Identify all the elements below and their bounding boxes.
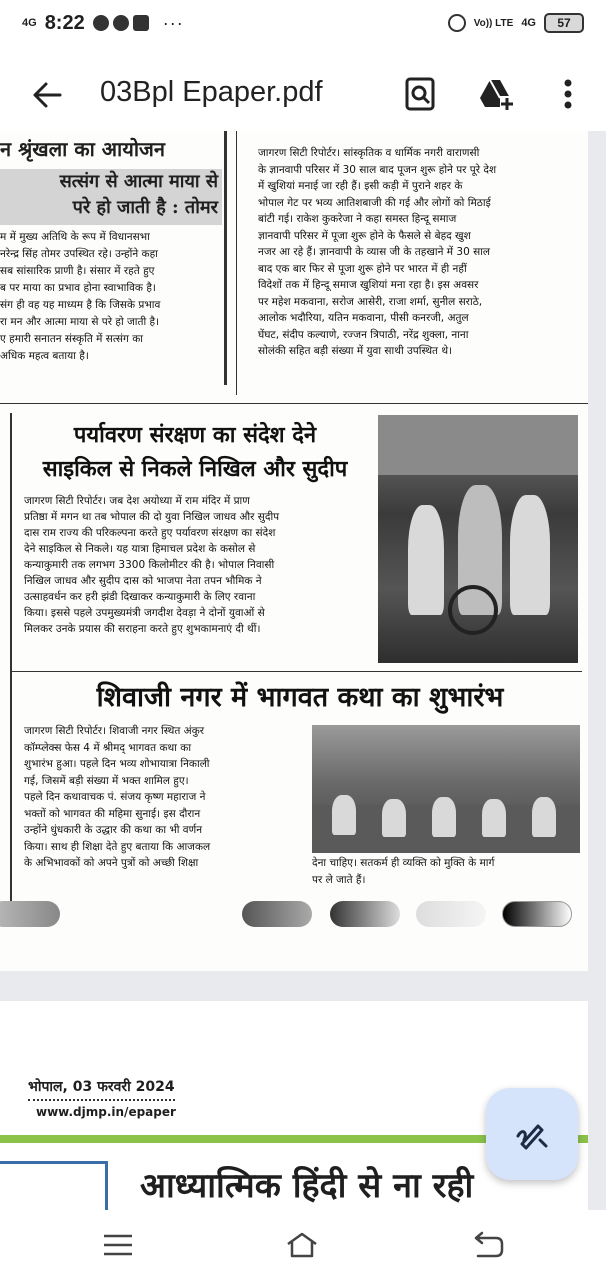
back-nav-icon[interactable]	[470, 1230, 506, 1260]
column-rule	[236, 131, 237, 395]
network-indicator: 4G	[22, 17, 37, 29]
partial-headline: आध्यात्मिक हिंदी से ना रही	[140, 1166, 474, 1206]
headline-cycling-2: साइकिल से निकले निखिल और सुदीप	[42, 456, 348, 482]
article-bhagwat-body: जागरण सिटी रिपोर्टर। शिवाजी नगर स्थित अंकुर कॉम्प्लेक्स फेस 4 में श्रीमद् भागवत कथा का शुभारंभ हुआ। पहले दिन भव्य शोभायात्रा निकाली गई, जिसमें बड़ी संख्या में भक्त शामिल हुए। पहले दिन कथावाचक पं. संजय कृष्ण महाराज ने भक्तों को भागवत की महिमा सुनाई। इस दौरान उन्होंने धुंधकारी के उद्धार की कथा का भी वर्णन किया। साथ ही शिक्षा देते हुए बताया कि आजकल के अभिभावकों को अपने पुत्रों को अच्छी शिक्षा	[24, 725, 211, 869]
battery-indicator: 57	[544, 13, 584, 33]
volte-indicator: Vo)) LTE	[473, 17, 514, 29]
app-bar	[0, 58, 606, 130]
back-arrow-icon[interactable]	[30, 78, 64, 112]
signal-indicator: 4G	[521, 17, 536, 29]
subheadline-line-1: सत्संग से आत्मा माया से	[59, 171, 218, 192]
find-in-page-icon[interactable]	[402, 76, 438, 112]
system-nav-bar	[0, 1210, 606, 1280]
drive-add-icon[interactable]	[478, 76, 514, 112]
column-rule	[10, 413, 12, 903]
status-bar	[0, 0, 606, 46]
more-vert-icon[interactable]	[550, 76, 586, 112]
article-cycling-body: जागरण सिटी रिपोर्टर। जब देश अयोध्या में राम मंदिर में प्राण प्रतिष्ठा में मगन था तब भोपाल की दो युवा निखिल जाधव और सुदीप दास राम राज्य की परिकल्पना करते हुए पर्यावरण संरक्षण का संदेश देने साइकिल से निकले। यह यात्रा हिमाचल प्रदेश के कसोल से कन्याकुमारी तक लगभग 3300 किलोमीटर की है। भोपाल निवासी निखिल जाधव और सुदीप दास को भाजपा नेता तपन भौमिक ने उत्साहवर्धन कर हरी झंडी दिखाकर कन्याकुमारी के लिए रवाना किया। इससे पहले उपमुख्यमंत्री जगदीश देवड़ा ने दोनों युवाओं से मिलकर उनके प्रयास की सराहना करते हुए शुभकामनाएं दी थीं।	[24, 495, 280, 635]
article-body: म में मुख्य अतिथि के रूप में विधानसभा नरेन्द्र सिंह तोमर उपस्थित रहे। उन्होंने कहा सब सांसारिक प्राणी है। संसार में रहते हुए ब पर माया का प्रभाव होना स्वाभाविक है। संग ही वह यह माध्यम है कि जिसके प्रभाव रा मन और आत्मा माया से परे हो जाती है। ए हमारी सनातन संस्कृति में सत्संग का अधिक महत्व बताया है।	[0, 231, 161, 362]
headline-partial: न श्रृंखला का आयोजन	[0, 137, 165, 161]
blue-box	[0, 1161, 108, 1210]
photo-bhagwat-katha	[312, 725, 580, 853]
website-url: www.djmp.in/epaper	[36, 1105, 176, 1119]
notification-icon	[93, 15, 109, 31]
edit-annotate-icon	[512, 1114, 552, 1154]
pdf-page-1[interactable]	[0, 131, 588, 971]
facebook-icon	[133, 15, 149, 31]
subheadline-line-2: परे हो जाती है : तोमर	[72, 197, 218, 218]
annotate-fab[interactable]	[486, 1088, 578, 1180]
section-divider	[12, 671, 582, 672]
dateline: भोपाल, 03 फरवरी 2024	[28, 1077, 175, 1101]
alarm-icon	[448, 14, 466, 32]
column-rule	[224, 131, 227, 385]
recent-apps-icon[interactable]	[100, 1230, 136, 1260]
article-bhagwat-body-cont: देना चाहिए। सतकर्म ही व्यक्ति को मुक्ति के मार्ग पर ले जाते हैं।	[312, 857, 495, 886]
whatsapp-icon	[113, 15, 129, 31]
photo-cyclists	[378, 415, 578, 663]
home-icon[interactable]	[284, 1230, 320, 1260]
article-satsang	[0, 131, 222, 385]
article-gyanvapi: जागरण सिटी रिपोर्टर। सांस्कृतिक व धार्मिक नगरी वाराणसी के ज्ञानवापी परिसर में 30 साल बाद पूजन शुरू होने पर पूरे देश में खुशियां मनाई जा रही हैं। इसी कड़ी में पुराने शहर के भोपाल गेट पर भव्य आतिशबाजी की गई और लोगों को मिठाई बांटी गई। राकेश कुकरेजा ने कहा समस्त हिन्दू समाज ज्ञानवापी परिसर में पूजा शुरू होने के फैसले से बेहद खुश नजर आ रहे हैं। ज्ञानवापी के व्यास जी के तहखाने में 30 साल बाद एक बार फिर से पूजा शुरू होने पर भारत में ही नहीं विदेशों तक में हिन्दू समाज खुशियां मना रहा है। इस अवसर पर महेश मकवाना, सरोज आसेरी, राजा शर्मा, सुनील सराठे, आलोक भदौरिया, यतिन मकवाना, पीसी कनरजी, अतुल घेंघट, संदीप कल्याणे, रज्जन त्रिपाठी, नरेंद्र शुक्ला, नाना सोलंकी सहित बड़ी संख्या में युवा साथी उपस्थित थे।	[258, 147, 497, 357]
section-divider	[0, 403, 588, 404]
document-title: 03Bpl Epaper.pdf	[100, 76, 323, 108]
headline-bhagwat: शिवाजी नगर में भागवत कथा का शुभारंभ	[96, 682, 504, 713]
subheadline-box	[0, 169, 222, 225]
pdf-viewer[interactable]	[0, 131, 606, 1210]
more-notifications-icon: ···	[162, 12, 184, 33]
color-calibration-strip	[0, 901, 588, 935]
headline-cycling-1: पर्यावरण संरक्षण का संदेश देने	[73, 422, 317, 448]
clock: 8:22	[44, 11, 85, 34]
